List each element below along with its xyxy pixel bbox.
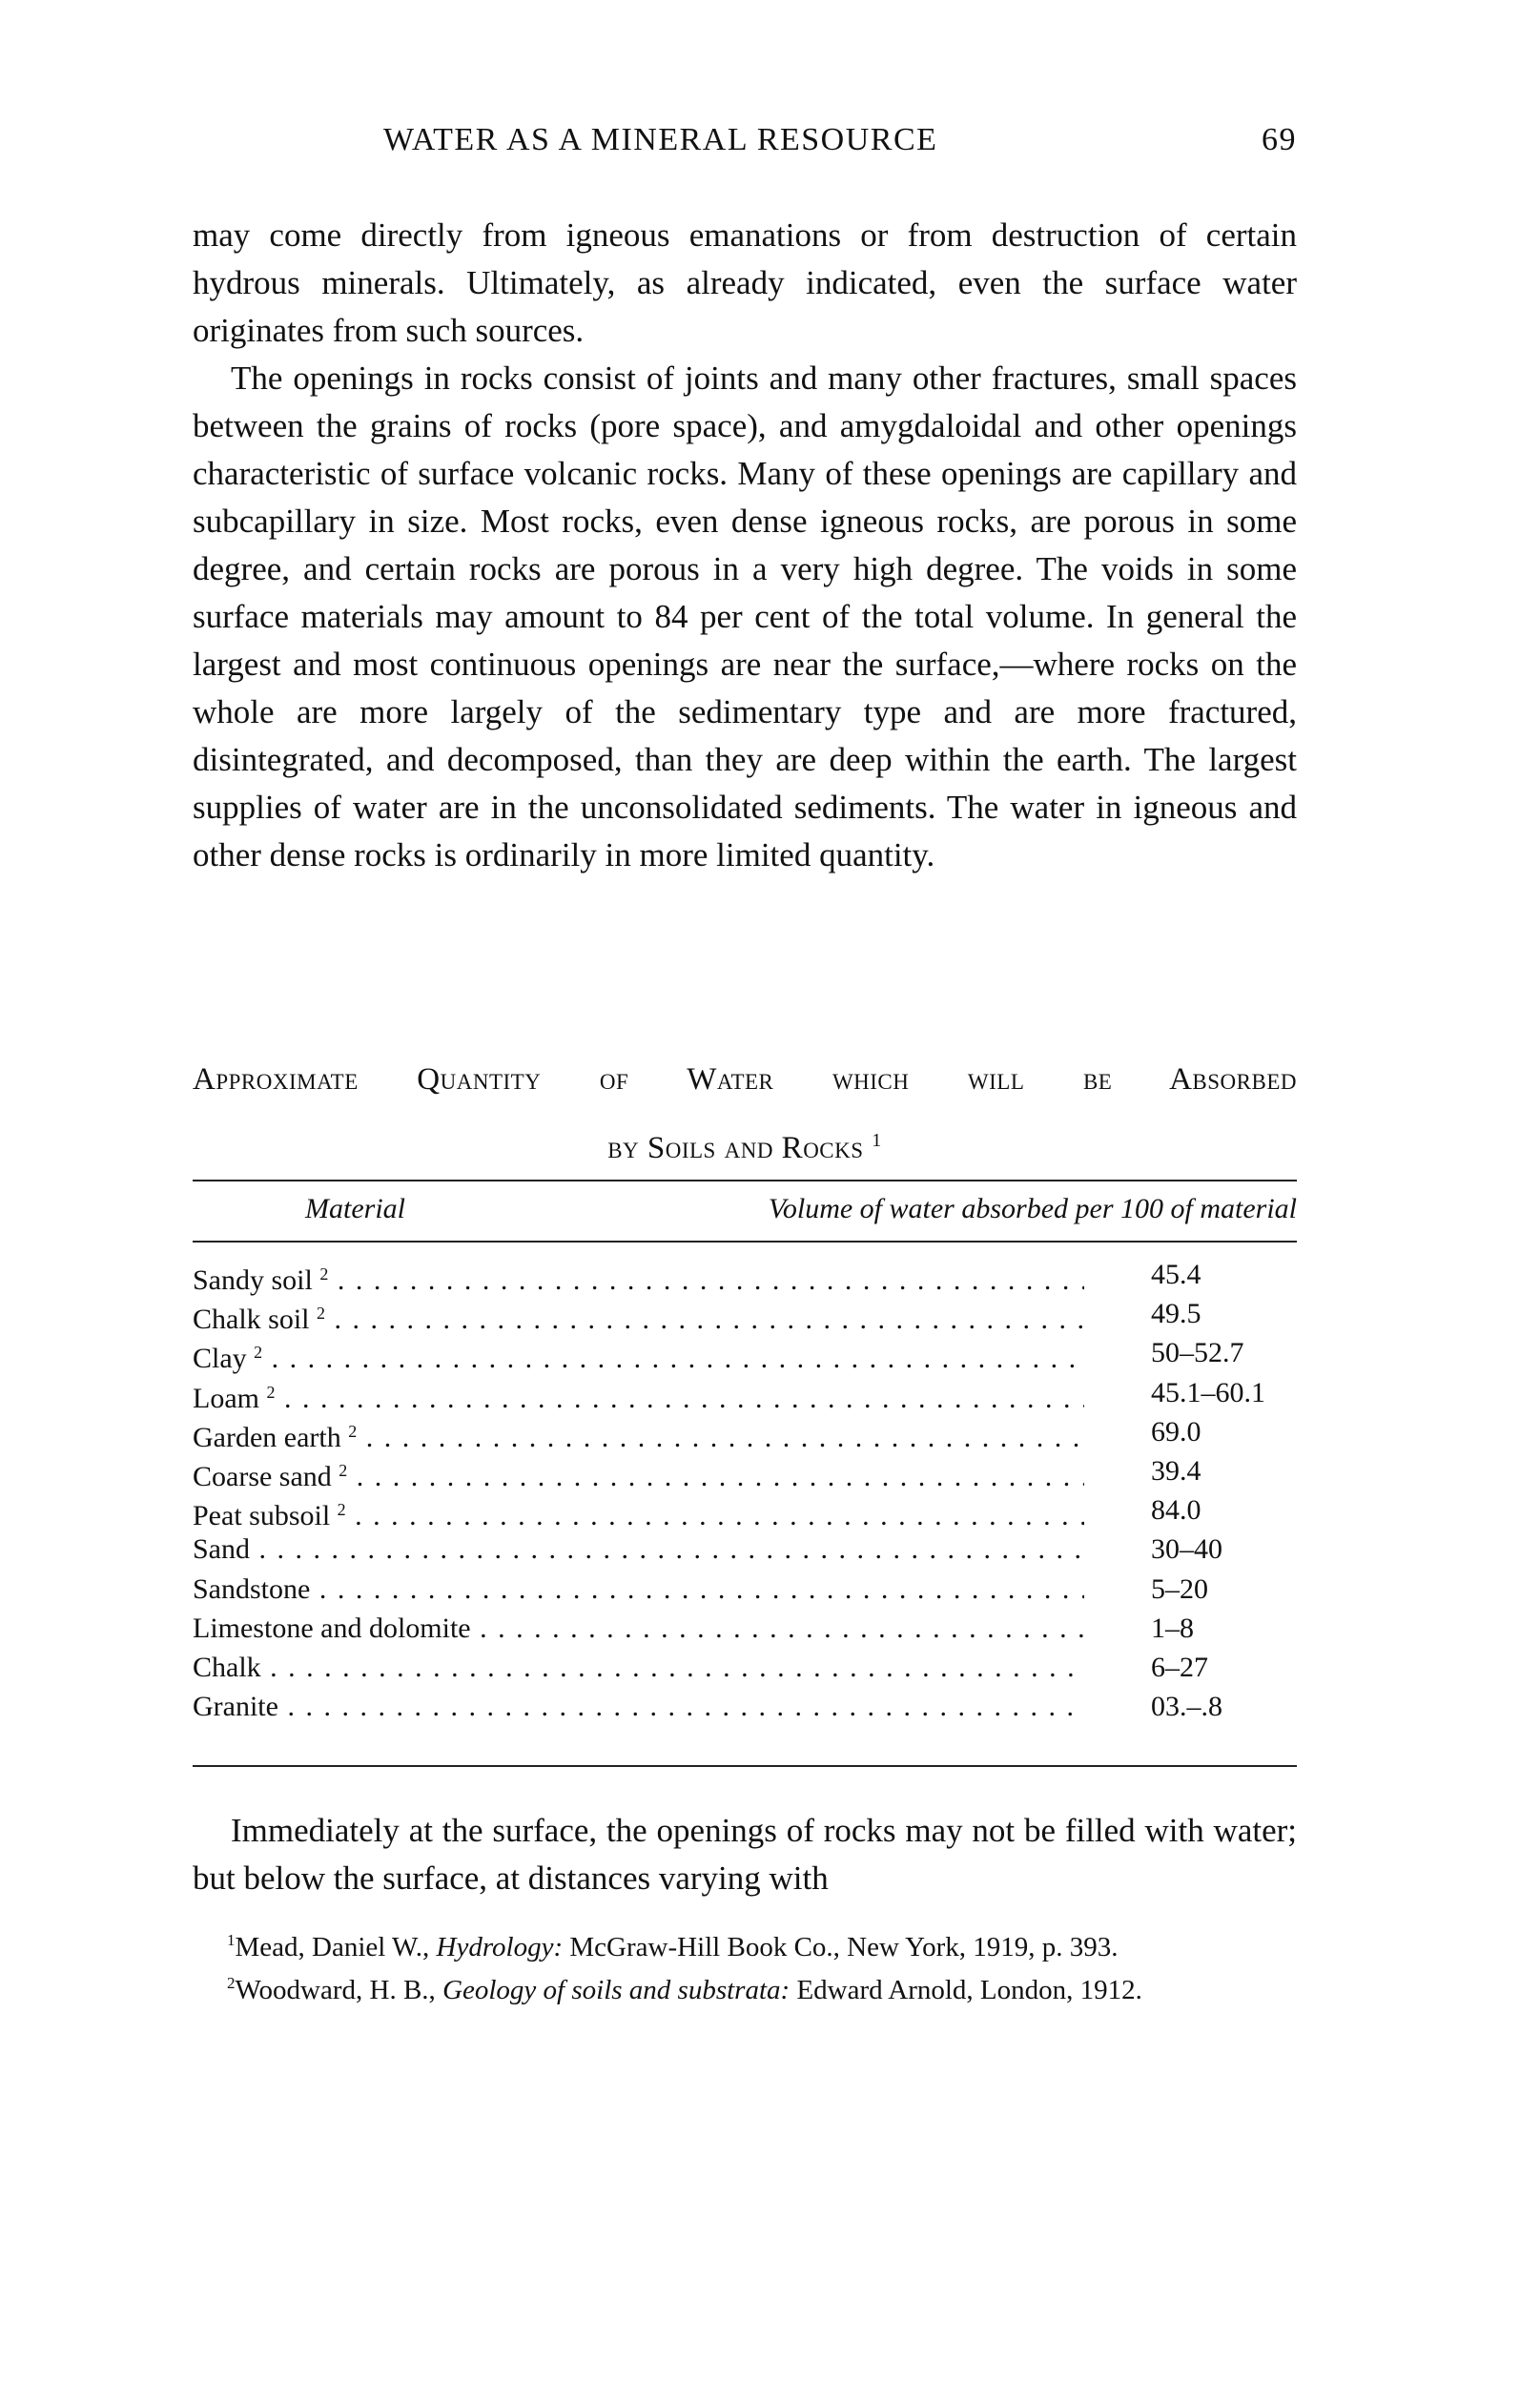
- material-cell: [193, 1570, 1084, 1609]
- table-bottom-rule: [193, 1765, 1297, 1767]
- material-cell: [193, 1451, 1084, 1496]
- footnote-publisher: Edward Arnold, London, 1912.: [790, 1975, 1142, 2005]
- material-cell: [193, 1294, 1084, 1339]
- material-cell: [193, 1373, 1084, 1418]
- material-name: Loam: [193, 1382, 267, 1414]
- table-row: [193, 1490, 1297, 1530]
- table-row: [193, 1373, 1297, 1412]
- table-row: [193, 1255, 1297, 1294]
- column-header-volume: Volume of water absorbed per 100 of material: [768, 1193, 1297, 1224]
- footnote-number: 1: [227, 1931, 236, 1949]
- footnote-ref: 2: [348, 1421, 358, 1441]
- material-name: Clay: [193, 1343, 255, 1375]
- material-cell: [193, 1333, 1084, 1378]
- footnote-ref: 2: [254, 1343, 263, 1363]
- volume-value: 69.0: [1151, 1415, 1201, 1448]
- material-name: Chalk: [193, 1651, 261, 1683]
- paragraph-text: Immediately at the surface, the openings of rocks may not be filled with water; but below the surface, at distances varying with: [193, 1812, 1297, 1897]
- paragraph-immediately: [193, 1807, 1297, 1902]
- material-name: Sand: [193, 1533, 250, 1566]
- volume-value: 03.–.8: [1151, 1691, 1222, 1723]
- material-name: Sandy soil: [193, 1264, 320, 1296]
- paragraph-continuation: [193, 212, 1297, 355]
- footnote-ref: 2: [337, 1500, 346, 1520]
- material-cell: [193, 1530, 1084, 1569]
- volume-value: 45.1–60.1: [1151, 1376, 1265, 1408]
- table-row: [193, 1294, 1297, 1336]
- chapter-title: WATER AS A MINERAL RESOURCE: [383, 122, 938, 157]
- footnote-ref: 1: [872, 1130, 882, 1151]
- volume-value: 6–27: [1151, 1651, 1208, 1683]
- footnotes: [193, 1922, 1297, 2008]
- page-number: 69: [1262, 122, 1297, 157]
- table-title-line-2: by Soils and Rocks: [607, 1131, 864, 1165]
- volume-value: 39.4: [1151, 1454, 1201, 1487]
- material-name: Coarse sand: [193, 1460, 339, 1492]
- footnote-work-title: Hydrology:: [436, 1932, 564, 1962]
- table-header-rule: [193, 1241, 1297, 1243]
- table-title: [193, 1049, 1297, 1179]
- material-cell: [193, 1412, 1084, 1457]
- running-head: [191, 122, 1297, 170]
- paragraph-text: may come directly from igneous emanations or from destruction of certain hydrous minerals. Ultimately, as already indicated, even the surface water originates from such sources.: [193, 216, 1297, 349]
- volume-value: 84.0: [1151, 1494, 1201, 1527]
- material-name: Chalk soil: [193, 1304, 318, 1336]
- material-name: Limestone and dolomite: [193, 1612, 471, 1644]
- volume-value: 45.4: [1151, 1259, 1201, 1290]
- volume-value: 50–52.7: [1151, 1337, 1244, 1369]
- footnote-ref: 2: [339, 1460, 348, 1480]
- table-header: [193, 1188, 1297, 1230]
- footnote-ref: 2: [317, 1304, 326, 1324]
- footnote-publisher: McGraw-Hill Book Co., New York, 1919, p. 393.: [563, 1932, 1119, 1962]
- footnote-ref: 2: [319, 1264, 329, 1284]
- footnote-work-title: Geology of soils and substrata:: [442, 1975, 791, 2005]
- footnote: [193, 1965, 1297, 2008]
- table-row: [193, 1609, 1297, 1648]
- footnote-author: Mead, Daniel W.,: [235, 1932, 437, 1962]
- volume-value: 1–8: [1151, 1612, 1194, 1644]
- table-row: [193, 1687, 1297, 1726]
- footnote-author: Woodward, H. B.,: [235, 1975, 443, 2005]
- table-title-line-1: Approximate Quantity of Water which will be Absorbed: [193, 1062, 1297, 1097]
- material-name: Peat subsoil: [193, 1500, 338, 1532]
- material-name: Garden earth: [193, 1421, 349, 1453]
- table-row: [193, 1412, 1297, 1451]
- column-header-material: Material: [305, 1193, 405, 1224]
- table-top-rule: [193, 1180, 1297, 1181]
- table-row: [193, 1570, 1297, 1609]
- material-cell: [193, 1687, 1084, 1726]
- volume-value: 5–20: [1151, 1572, 1208, 1605]
- paragraph-openings: [193, 355, 1297, 879]
- table-body: [193, 1255, 1297, 1726]
- material-cell: [193, 1255, 1084, 1300]
- footnote: [193, 1922, 1297, 1965]
- volume-value: 30–40: [1151, 1533, 1222, 1566]
- material-name: Granite: [193, 1691, 278, 1723]
- table-row: [193, 1648, 1297, 1687]
- material-cell: [193, 1609, 1084, 1648]
- table-row: [193, 1530, 1297, 1569]
- table-row: [193, 1451, 1297, 1490]
- paragraph-text: The openings in rocks consist of joints and many other fractures, small spaces between the grains of rocks (pore space), and amygdaloidal and other openings characteristic of surface volcanic rocks. Many of these openings are capillary and subcapillary in size. Most rocks, even dense igneous rocks, are porous in some degree, and certain rocks are porous in a very high degree. The voids in some surface materials may amount to 84 per cent of the total volume. In general the largest and most continuous openings are near the surface,—where rocks on the whole are more largely of the sedimentary type and are more fractured, disintegrated, and decomposed, than they are deep within the earth. The largest supplies of water are in the unconsolidated sediments. The water in igneous and other dense rocks is ordinarily in more limited quantity.: [193, 360, 1297, 873]
- footnote-number: 2: [227, 1974, 236, 1992]
- volume-value: 49.5: [1151, 1298, 1201, 1330]
- material-cell: [193, 1490, 1084, 1535]
- material-name: Sandstone: [193, 1572, 311, 1605]
- material-cell: [193, 1648, 1084, 1687]
- table-row: [193, 1333, 1297, 1375]
- footnote-ref: 2: [266, 1382, 276, 1402]
